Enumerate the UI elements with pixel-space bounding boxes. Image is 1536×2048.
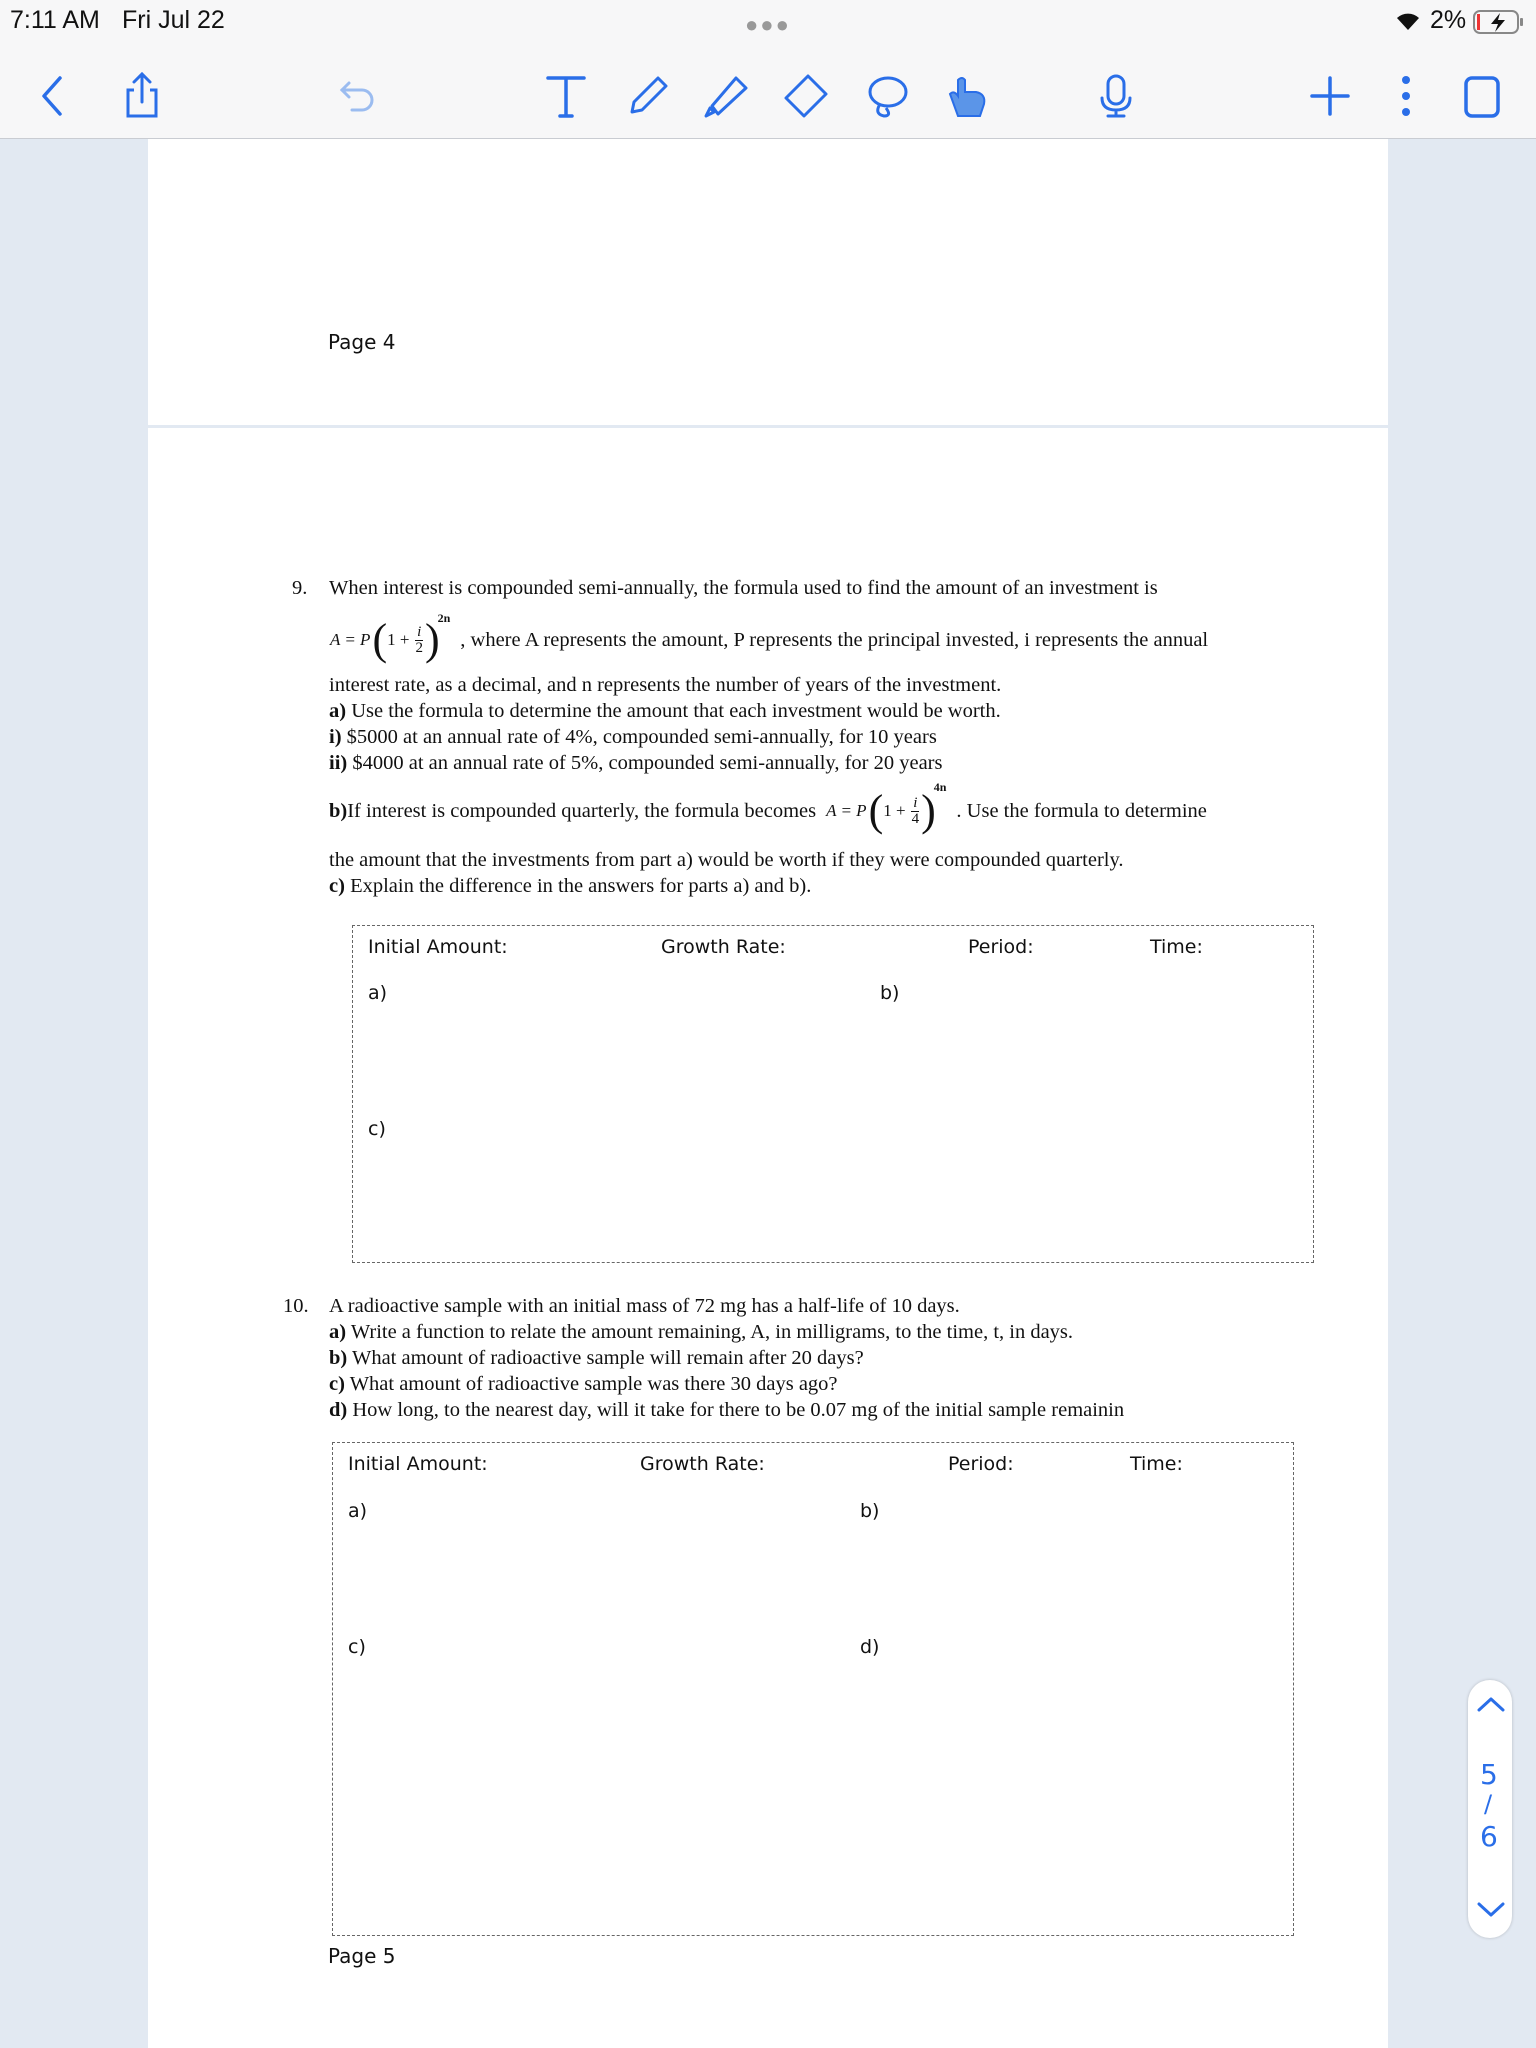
lasso-icon[interactable] [860, 70, 912, 122]
q10-box-c: c) [348, 1636, 366, 1658]
q9-part-b [329, 780, 1207, 836]
q9-b-paren-left: ( [868, 786, 884, 835]
q10-d-text: How long, to the nearest day, will it take for there to be 0.07 mg of the initial sample remainin [347, 1399, 1125, 1421]
multitask-dots-icon[interactable]: ●●● [745, 12, 791, 37]
q9-number: 9. [292, 577, 308, 599]
add-icon[interactable] [1304, 70, 1356, 122]
q9-i-label: i) [329, 726, 342, 748]
q9-a-label: a) [329, 700, 347, 722]
q9-b-line2: the amount that the investments from part a) would be worth if they were compounded quarterly. [329, 849, 1124, 871]
q10-c-label: c) [329, 1373, 345, 1395]
pen-icon[interactable] [622, 70, 674, 122]
q9-i-text: $5000 at an annual rate of 4%, compounded semi-annually, for 10 years [341, 726, 937, 748]
more-vertical-icon[interactable] [1380, 70, 1432, 122]
top-toolbar [0, 0, 1536, 139]
q9-initial-amount-label: Initial Amount: [368, 936, 508, 958]
q9-c-label: c) [329, 875, 345, 897]
page-up-chevron-icon[interactable] [1476, 1694, 1506, 1719]
q9-part-c [329, 875, 811, 898]
q10-initial-amount-label: Initial Amount: [348, 1453, 488, 1475]
battery-icon [1473, 9, 1525, 40]
q10-a-text: Write a function to relate the amount remaining, A, in milligrams, to the time, t, in days. [346, 1321, 1074, 1343]
q10-intro: A radioactive sample with an initial mass of 72 mg has a half-life of 10 days. [329, 1295, 960, 1317]
q9-part-a [329, 700, 1001, 723]
page-5-label: Page 5 [328, 1944, 396, 1968]
eraser-icon[interactable] [780, 70, 832, 122]
q9-frac-den: 2 [415, 639, 423, 656]
q9-b-frac-den: 4 [911, 810, 920, 827]
q9-box-c: c) [368, 1118, 386, 1140]
battery-percent: 2% [1430, 6, 1467, 34]
page-navigator [1468, 1680, 1512, 1938]
q10-time-label: Time: [1130, 1453, 1183, 1475]
q9-b-label: b) [329, 799, 348, 822]
status-date: Fri Jul 22 [122, 6, 225, 34]
q9-time-label: Time: [1150, 936, 1203, 958]
q9-part-ii [329, 752, 942, 775]
q9-formula-tail: , where A represents the amount, P represents the principal invested, i represents the annual [460, 628, 1209, 651]
q10-b-text: What amount of radioactive sample will remain after 20 days? [347, 1347, 864, 1369]
q9-period-label: Period: [968, 936, 1034, 958]
q10-b-label: b) [329, 1347, 348, 1369]
q9-b-paren-right: ) [921, 786, 936, 835]
highlighter-icon[interactable] [700, 70, 752, 122]
page-separator: / [1484, 1790, 1493, 1818]
page-4 [148, 139, 1388, 425]
q10-number: 10. [283, 1295, 309, 1317]
q10-part-b [329, 1347, 864, 1370]
back-chevron-icon[interactable] [26, 70, 78, 122]
q10-part-c [329, 1373, 838, 1396]
q9-part-i [329, 726, 937, 749]
current-page: 5 [1480, 1758, 1498, 1791]
share-icon[interactable] [116, 70, 168, 122]
q10-box-a: a) [348, 1500, 368, 1522]
q9-frac-num: i [417, 623, 422, 640]
q9-paren-right: ) [424, 615, 440, 664]
q10-box-b: b) [860, 1500, 880, 1522]
q10-part-a [329, 1321, 1073, 1344]
q9-b-exponent: 4n [933, 780, 947, 794]
q9-a-text: Use the formula to determine the amount that each investment would be worth. [346, 700, 1001, 722]
total-pages: 6 [1480, 1820, 1498, 1853]
q9-formula-fraction [413, 625, 425, 656]
wifi-icon [1393, 8, 1423, 37]
q9-b-tail: . Use the formula to determine [956, 799, 1207, 822]
q9-intro: When interest is compounded semi-annually, the formula used to find the amount of an investment is [329, 577, 1158, 599]
q9-growth-rate-label: Growth Rate: [661, 936, 786, 958]
q9-formula-prefix: A = P [330, 630, 371, 649]
q10-d-label: d) [329, 1399, 348, 1421]
q10-period-label: Period: [948, 1453, 1014, 1475]
q10-answer-box[interactable] [332, 1442, 1294, 1936]
microphone-icon[interactable] [1090, 70, 1142, 122]
q10-c-text: What amount of radioactive sample was there 30 days ago? [344, 1373, 838, 1395]
pages-icon[interactable] [1456, 70, 1508, 122]
q9-formula-line [330, 611, 1209, 665]
q9-b-text: If interest is compounded quarterly, the formula becomes [347, 799, 817, 822]
q9-formula-one-plus: 1 + [387, 630, 410, 649]
undo-icon[interactable] [330, 70, 382, 122]
q9-ii-label: ii) [329, 752, 348, 774]
q10-part-d [329, 1399, 1124, 1422]
q9-box-b: b) [880, 982, 900, 1004]
page-4-label: Page 4 [328, 330, 396, 354]
status-time: 7:11 AM [10, 6, 100, 34]
q9-formula-exponent: 2n [437, 611, 451, 625]
q10-box-d: d) [860, 1636, 880, 1658]
q9-answer-box[interactable] [352, 925, 1314, 1263]
q10-growth-rate-label: Growth Rate: [640, 1453, 765, 1475]
q10-a-label: a) [329, 1321, 347, 1343]
q9-ii-text: $4000 at an annual rate of 5%, compounded semi-annually, for 20 years [347, 752, 943, 774]
q9-c-text: Explain the difference in the answers for parts a) and b). [344, 875, 812, 897]
text-tool-icon[interactable] [540, 70, 592, 122]
q9-b-frac-num: i [913, 794, 918, 811]
q9-b-one-plus: 1 + [883, 801, 906, 820]
q9-box-a: a) [368, 982, 388, 1004]
page-down-chevron-icon[interactable] [1476, 1900, 1506, 1925]
q9-line3: interest rate, as a decimal, and n represents the number of years of the investment. [329, 674, 1002, 696]
hand-pointer-icon[interactable] [940, 70, 992, 122]
q9-paren-left: ( [372, 615, 388, 664]
q9-b-formula-prefix: A = P [826, 801, 867, 820]
q9-b-fraction [910, 796, 922, 827]
